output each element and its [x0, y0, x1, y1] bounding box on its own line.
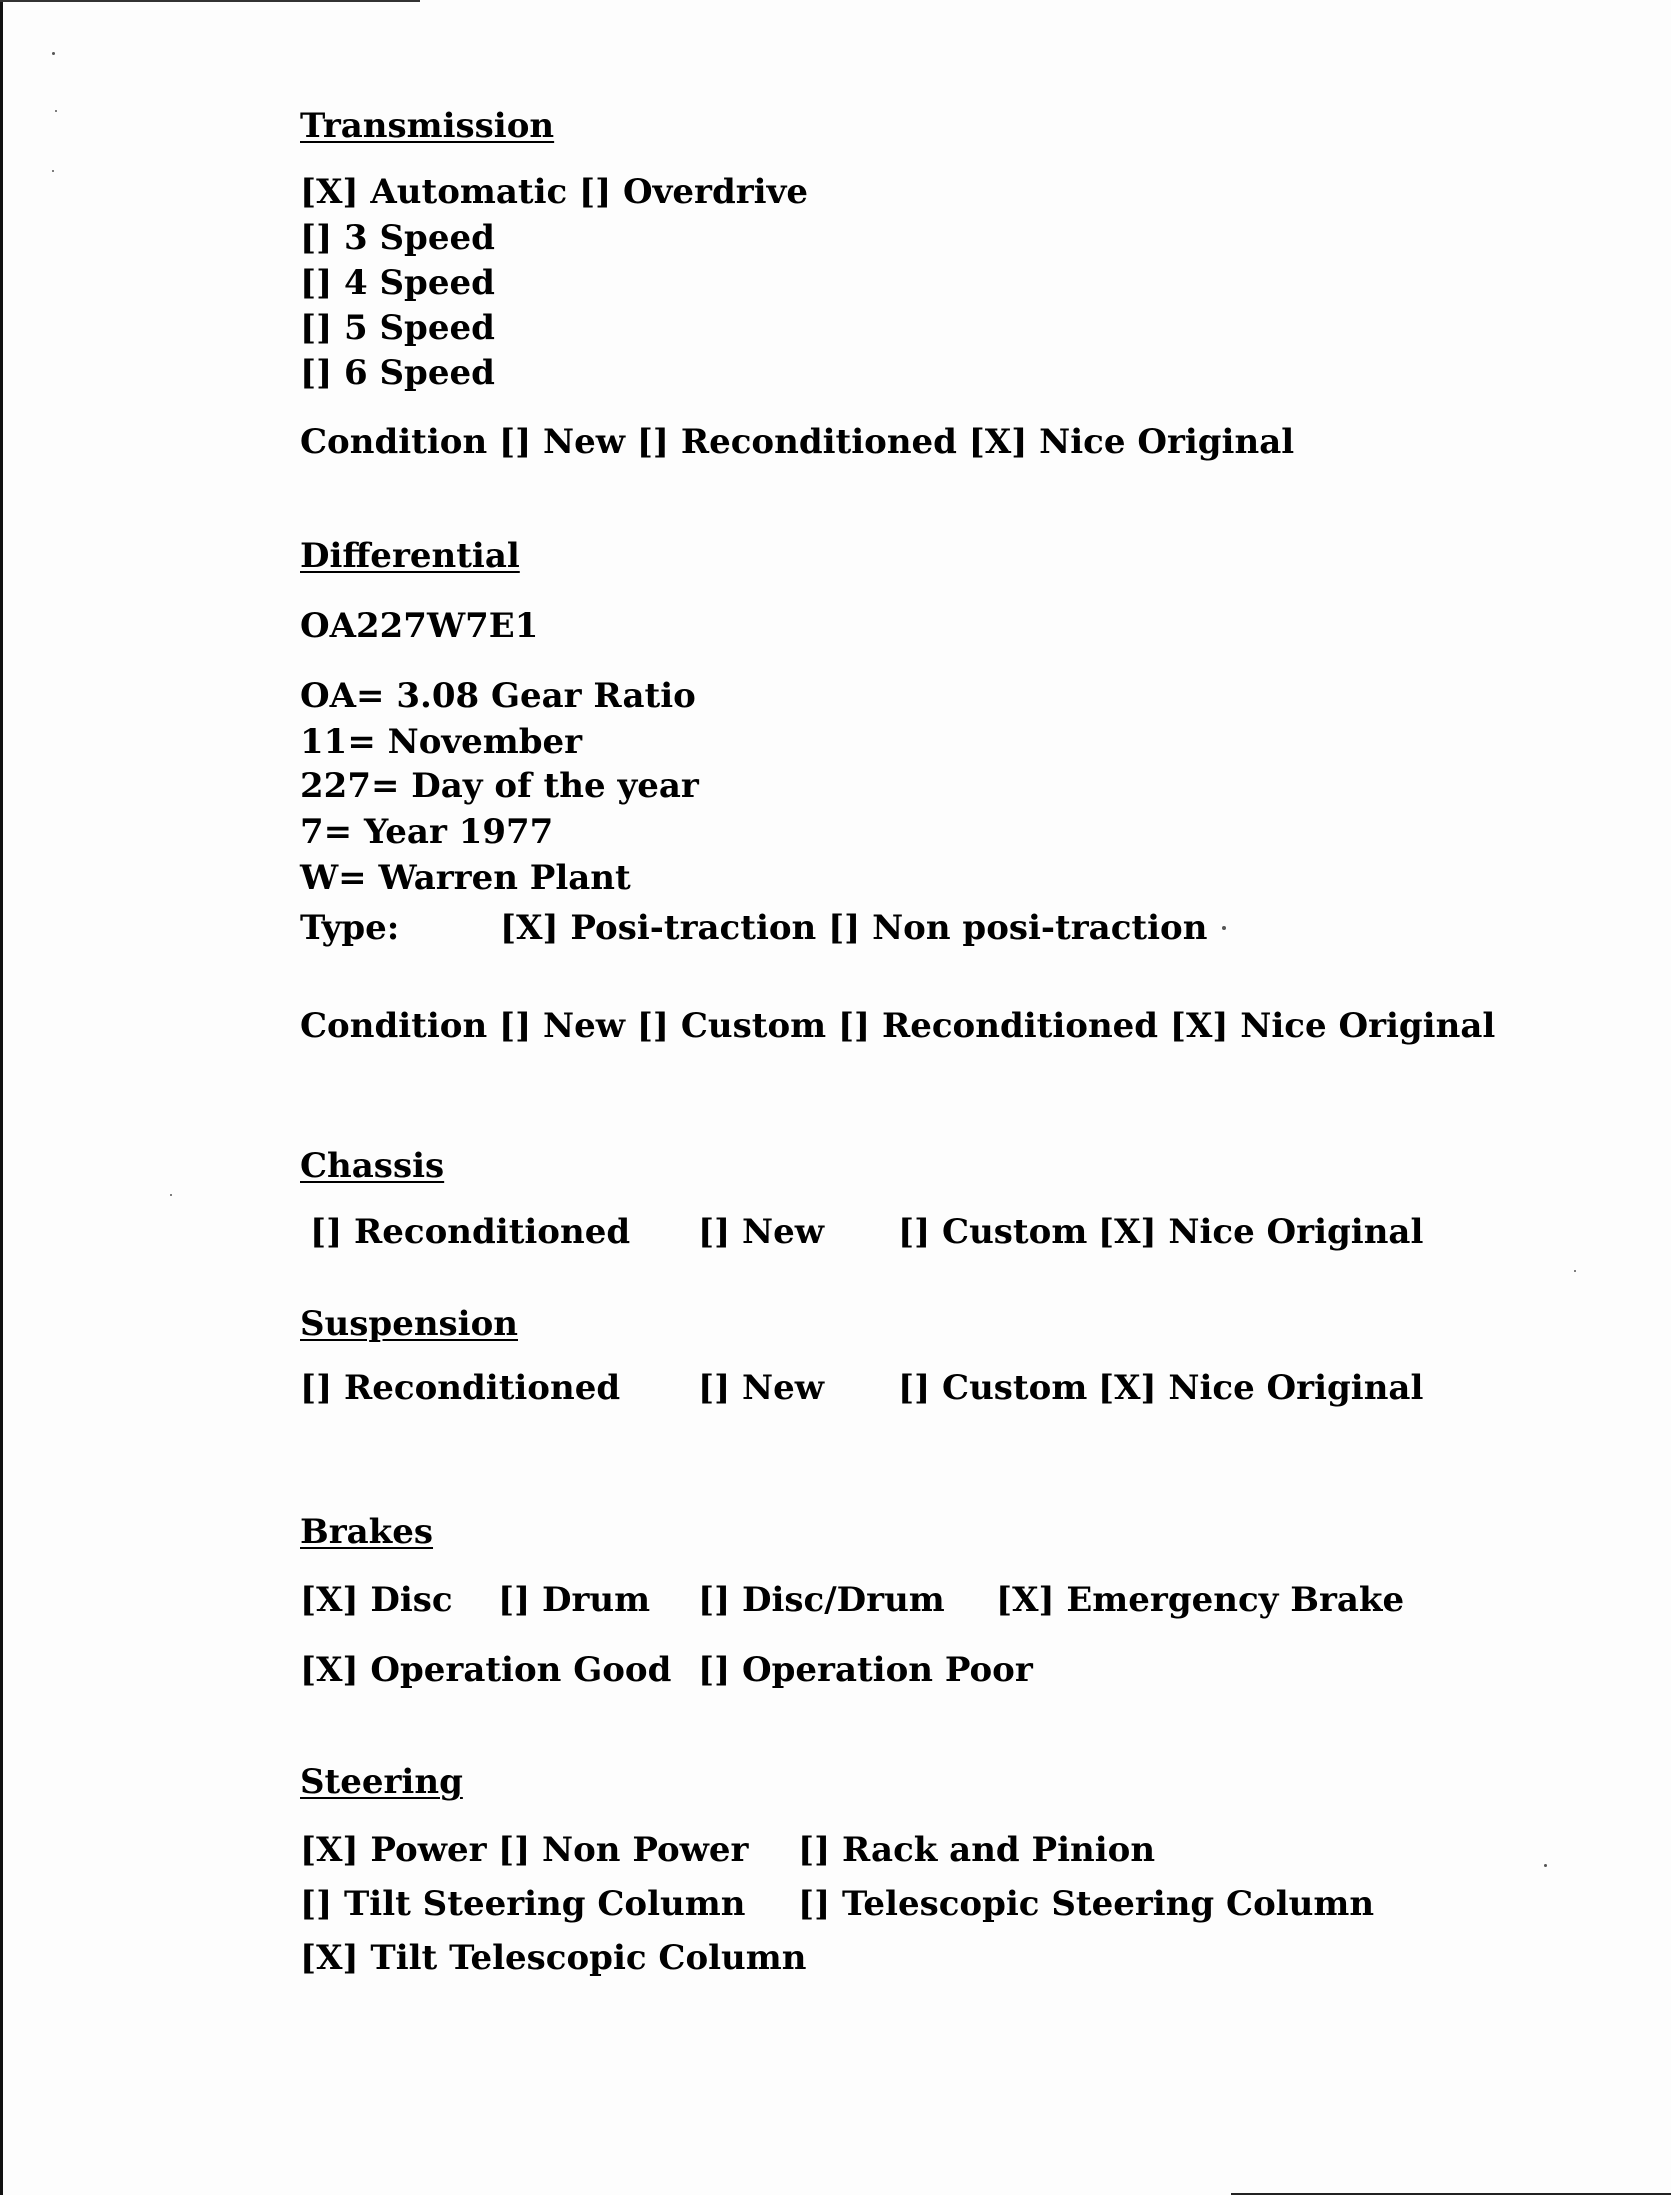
differential-decode-month: 11= November — [300, 722, 583, 762]
suspension-heading: Suspension — [300, 1304, 518, 1344]
steering-option-power: [X] Power — [300, 1830, 487, 1870]
steering-option-tilt-steering-column: [] Tilt Steering Column — [300, 1884, 746, 1924]
brakes-option-disc-drum: [] Disc/Drum — [698, 1580, 945, 1620]
chassis-option-reconditioned: [] Reconditioned — [310, 1212, 631, 1252]
transmission-heading: Transmission — [300, 106, 555, 146]
transmission-line-5-speed: [] 5 Speed — [300, 308, 495, 348]
steering-option-tilt-telescopic-column: [X] Tilt Telescopic Column — [300, 1938, 807, 1978]
steering-option-telescopic-steering-column: [] Telescopic Steering Column — [798, 1884, 1375, 1924]
brakes-option-operation-poor: [] Operation Poor — [698, 1650, 1033, 1690]
scan-speck — [52, 170, 54, 172]
steering-option-non-power: [] Non Power — [498, 1830, 749, 1870]
brakes-option-drum: [] Drum — [498, 1580, 651, 1620]
transmission-line-automatic: [X] Automatic [] Overdrive — [300, 172, 808, 212]
steering-option-rack-and-pinion: [] Rack and Pinion — [798, 1830, 1156, 1870]
differential-decode-day: 227= Day of the year — [300, 766, 699, 806]
scan-speck — [1574, 1270, 1576, 1272]
brakes-option-emergency-brake: [X] Emergency Brake — [996, 1580, 1405, 1620]
suspension-option-reconditioned: [] Reconditioned — [300, 1368, 621, 1408]
transmission-condition: Condition [] New [] Reconditioned [X] Nice Original — [300, 422, 1295, 462]
differential-decode-plant: W= Warren Plant — [300, 858, 631, 898]
differential-heading: Differential — [300, 536, 520, 576]
chassis-option-nice-original: [X] Nice Original — [1098, 1212, 1424, 1252]
differential-condition: Condition [] New [] Custom [] Reconditioned [X] Nice Original — [300, 1006, 1496, 1046]
chassis-option-new: [] New — [698, 1212, 824, 1252]
transmission-line-3-speed: [] 3 Speed — [300, 218, 495, 258]
scan-edge-left — [0, 0, 3, 2195]
suspension-option-custom: [] Custom — [898, 1368, 1088, 1408]
suspension-option-new: [] New — [698, 1368, 824, 1408]
chassis-option-custom: [] Custom — [898, 1212, 1088, 1252]
transmission-line-4-speed: [] 4 Speed — [300, 263, 495, 303]
scan-speck — [1222, 926, 1226, 930]
steering-heading: Steering — [300, 1762, 463, 1802]
transmission-line-6-speed: [] 6 Speed — [300, 353, 495, 393]
chassis-heading: Chassis — [300, 1146, 445, 1186]
scan-speck — [1544, 1864, 1547, 1867]
scan-speck — [55, 110, 57, 112]
scan-speck — [170, 1194, 172, 1196]
differential-type-label: Type: — [300, 908, 400, 948]
suspension-option-nice-original: [X] Nice Original — [1098, 1368, 1424, 1408]
brakes-heading: Brakes — [300, 1512, 434, 1552]
differential-type-options: [X] Posi-traction [] Non posi-traction — [500, 908, 1208, 948]
differential-decode-gear-ratio: OA= 3.08 Gear Ratio — [300, 676, 696, 716]
scan-edge-top — [0, 0, 420, 2]
brakes-option-disc: [X] Disc — [300, 1580, 453, 1620]
scan-speck — [52, 52, 55, 55]
brakes-option-operation-good: [X] Operation Good — [300, 1650, 672, 1690]
differential-decode-year: 7= Year 1977 — [300, 812, 554, 852]
differential-code: OA227W7E1 — [300, 606, 539, 646]
